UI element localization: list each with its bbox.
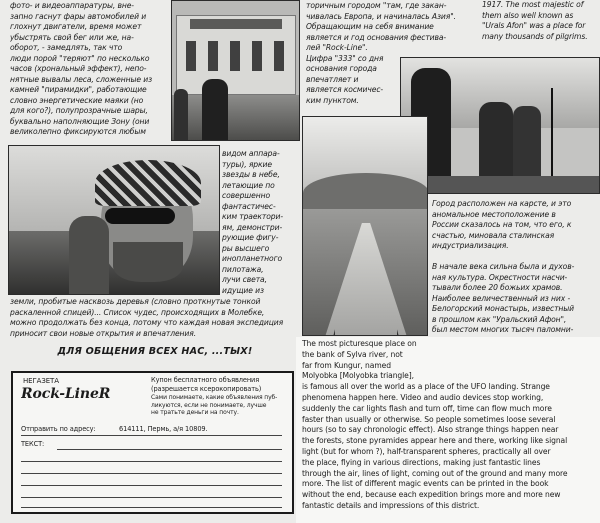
stage-floor: [401, 176, 600, 194]
article-text-col3-mid: Город расположен на карсте, и это аномальное местоположение в России сказалось на том, что его, к счастью, миновала сталинская индустриализация. В начале века сильна была и духов- ная культура. Окрестности насчи- тывали более 20 божьих храмов. Наиболее величественный из них - Белогорский монастырь, известный в прошлом как "Уральский Афон", был местом многих тысяч паломни-: [432, 199, 575, 334]
person-silhouette: [174, 89, 188, 141]
article-text-col1-bottom: земли, пробитые насквозь деревья (словно проткнутые тонкой раскаленной спицей)... Список чудес, происходящих в Молебке, можно продолжать без конца, потому что каждая новая экспедиция приносит свои новые открытия и впечатления.: [10, 297, 284, 338]
text-line: [57, 449, 282, 450]
text-line: [21, 507, 282, 508]
coupon-title: Купон бесплатного объявления: [151, 376, 260, 384]
english-summary-text: The most picturesque place on the bank of Sylva river, not far from Kungur, named Molyobka [Molyobka triangle], is famous all over the world as a place of the UFO landing. Strange phenomena happen here. Video and audio devices stop working, suddenly the car lights flash and turn off, time can flow much more faster than usually or otherwise. So people sometimes loose several hours (so to say chronologic effect). Also strange things happen near the forests, stone pyramides appear here and there, working like signal light (but for whom ?), half-transparent spheres, practically all over the place, flying in various directions, making just fantastic lines through the air, lines of light, coming out of the ground and many more more. The list of different magic events can be printed in the book without the end, because each expedition brings more and more new fantastic details and impressions of this district.: [302, 339, 568, 510]
free-ad-coupon: [11, 371, 294, 514]
article-text-col2-top: торичным городом "там, где закан- чивалась Европа, и начиналась Азия". Обращающим на себя внимание является и год основания фестива- лей "Rock-Line". Цифра "333" со дня основания города впечатляет и является космичес- ким пунктом.: [306, 1, 456, 105]
coupon-note: Сами понимаете, какие объявления пуб- ликуются, если не понимаете, лучше не тратьте деньги на почту.: [151, 394, 278, 417]
beard: [113, 242, 183, 282]
article-text-col1-top: фото- и видеоаппаратуры, вне- запно гаснут фары автомобилей и глохнут двигатели, время может убыстрять свой бег или же, на- оборот, - замедлять, так что люди порой "теряют" по несколько часов (хрональный эффект), непо- нятные вывалы леса, сложенные из камней "пирамидки", работающие словно энергетические маяки (но для кого?), полупрозрачные шары, буквально наполняющие Зону (они великолепно фиксируются любым: [10, 1, 153, 136]
text-line: [21, 497, 282, 498]
bridge-photo: [302, 116, 428, 336]
english-summary-box: [296, 337, 600, 523]
hills: [303, 173, 428, 213]
text-line: [21, 473, 282, 474]
coupon-subtitle: (разрешается ксерокопировать): [151, 385, 262, 393]
text-line: [21, 485, 282, 486]
address-label: Отправить по адресу:: [21, 425, 96, 433]
newspaper-label: НЕГАЗЕТА: [23, 377, 59, 385]
text-field-label: ТЕКСТ:: [21, 440, 45, 448]
address-line: [21, 435, 282, 436]
text-line: [21, 461, 282, 462]
festival-building-photo: [171, 0, 300, 141]
sunglasses: [105, 208, 175, 224]
rock-line-logo: Rock-LineR: [21, 386, 111, 402]
article-text-col1-mid: видом аппара- туры), яркие звезды в небе, летающие по совершенно фантастичес- ким траектори- ям, демонстри- рующие фигу- ры высшего инопланетного пилотажа, лучи света, идущие из: [222, 149, 283, 295]
knit-hat: [95, 160, 201, 206]
person-silhouette: [202, 79, 228, 141]
second-person: [69, 216, 109, 295]
ground: [172, 95, 300, 141]
microphone-stand: [551, 88, 553, 188]
banner-strip: [190, 19, 282, 29]
musician-silhouette: [513, 106, 541, 186]
section-headline: ДЛЯ ОБЩЕНИЯ ВСЕХ НАС, ...ТЫХ!: [57, 346, 253, 357]
english-text-col3-top: 1917. The most majestic of them also well known as "Urals Afon" was a place for many thousands of pilgrims.: [482, 0, 588, 41]
window-row: [186, 41, 284, 71]
address-value: 614111, Пермь, а/я 10809.: [119, 425, 208, 433]
man-in-hat-photo: [8, 145, 220, 295]
musicians-stage-photo: [400, 57, 600, 194]
